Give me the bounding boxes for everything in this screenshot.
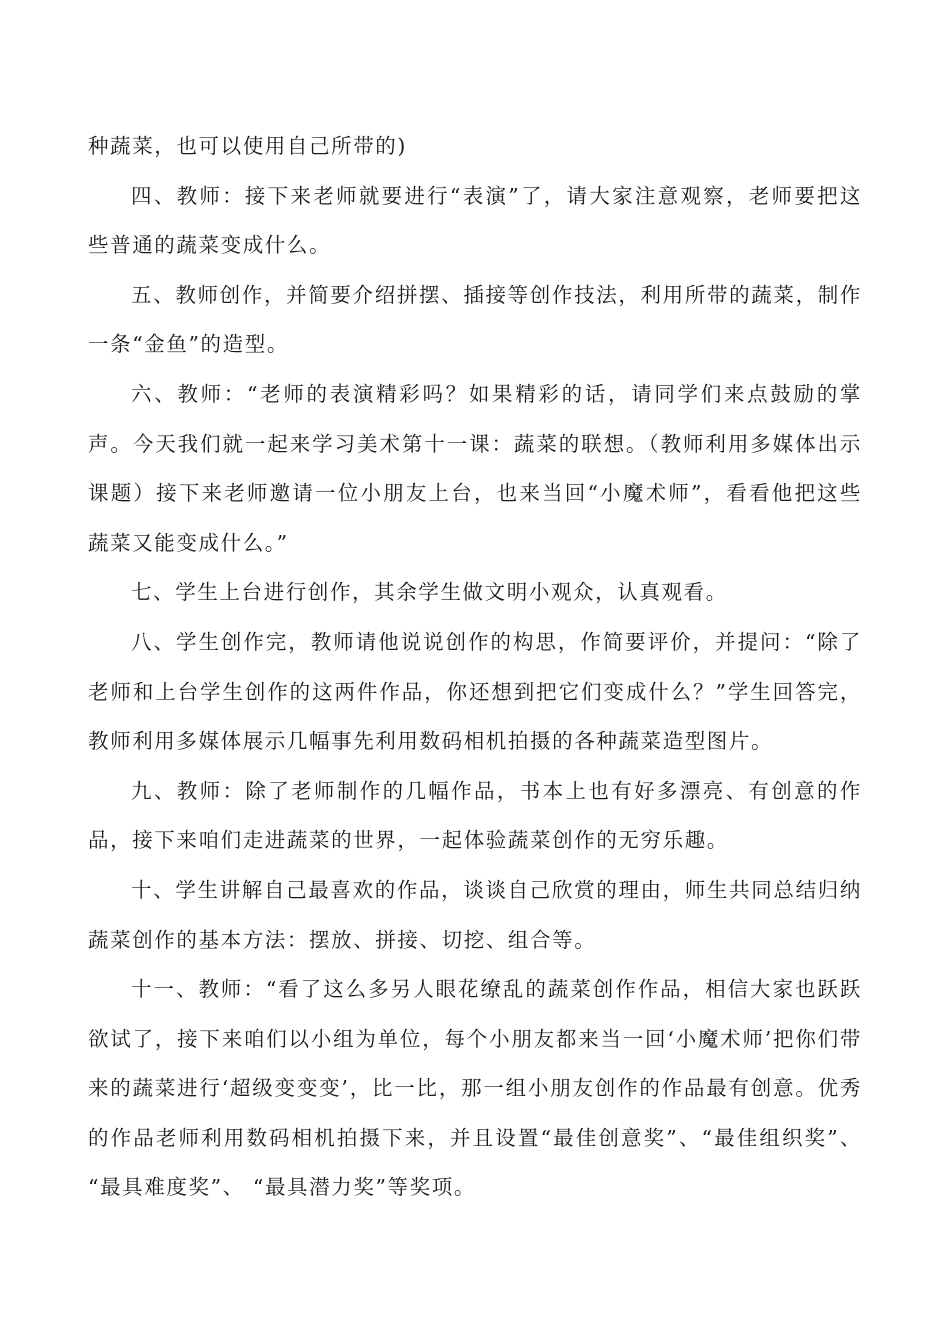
paragraph-step-4: 四、教师：接下来老师就要进行“表演”了，请大家注意观察，老师要把这些普通的蔬菜变成什么。 — [88, 183, 862, 258]
paragraph-step-9: 九、教师：除了老师制作的几幅作品，书本上也有好多漂亮、有创意的作品，接下来咱们走进蔬菜的世界，一起体验蔬菜创作的无穷乐趣。 — [88, 778, 862, 853]
paragraph-step-5: 五、教师创作，并简要介绍拼摆、插接等创作技法，利用所带的蔬菜，制作一条“金鱼”的造型。 — [88, 282, 862, 357]
paragraph-step-11: 十一、教师：“看了这么多另人眼花缭乱的蔬菜创作作品，相信大家也跃跃欲试了，接下来咱们以小组为单位，每个小朋友都来当一回‘小魔术师’把你们带来的蔬菜进行‘超级变变变’，比一比，那一组小朋友创作的作品最有创意。优秀的作品老师利用数码相机拍摄下来，并且设置“最佳创意奖”、“最佳组织奖”、 “最具难度奖”、 “最具潜力奖”等奖项。 — [88, 977, 862, 1200]
paragraph-step-8: 八、学生创作完，教师请他说说创作的构思，作简要评价，并提问：“除了老师和上台学生创作的这两件作品，你还想到把它们变成什么？”学生回答完，教师利用多媒体展示几幅事先利用数码相机拍摄的各种蔬菜造型图片。 — [88, 629, 862, 754]
paragraph-step-6: 六、教师：“老师的表演精彩吗？如果精彩的话，请同学们来点鼓励的掌声。今天我们就一起来学习美术第十一课：蔬菜的联想。（教师利用多媒体出示课题）接下来老师邀请一位小朋友上台，也来当回“小魔术师”，看看他把这些蔬菜又能变成什么。” — [88, 381, 862, 555]
paragraph-step-7: 七、学生上台进行创作，其余学生做文明小观众，认真观看。 — [131, 580, 728, 605]
paragraph-step-10: 十、学生讲解自己最喜欢的作品，谈谈自己欣赏的理由，师生共同总结归纳蔬菜创作的基本方法：摆放、拼接、切挖、组合等。 — [88, 877, 862, 952]
document-body — [88, 122, 862, 1213]
paragraph-continuation: 种蔬菜，也可以使用自己所带的) — [88, 134, 407, 158]
